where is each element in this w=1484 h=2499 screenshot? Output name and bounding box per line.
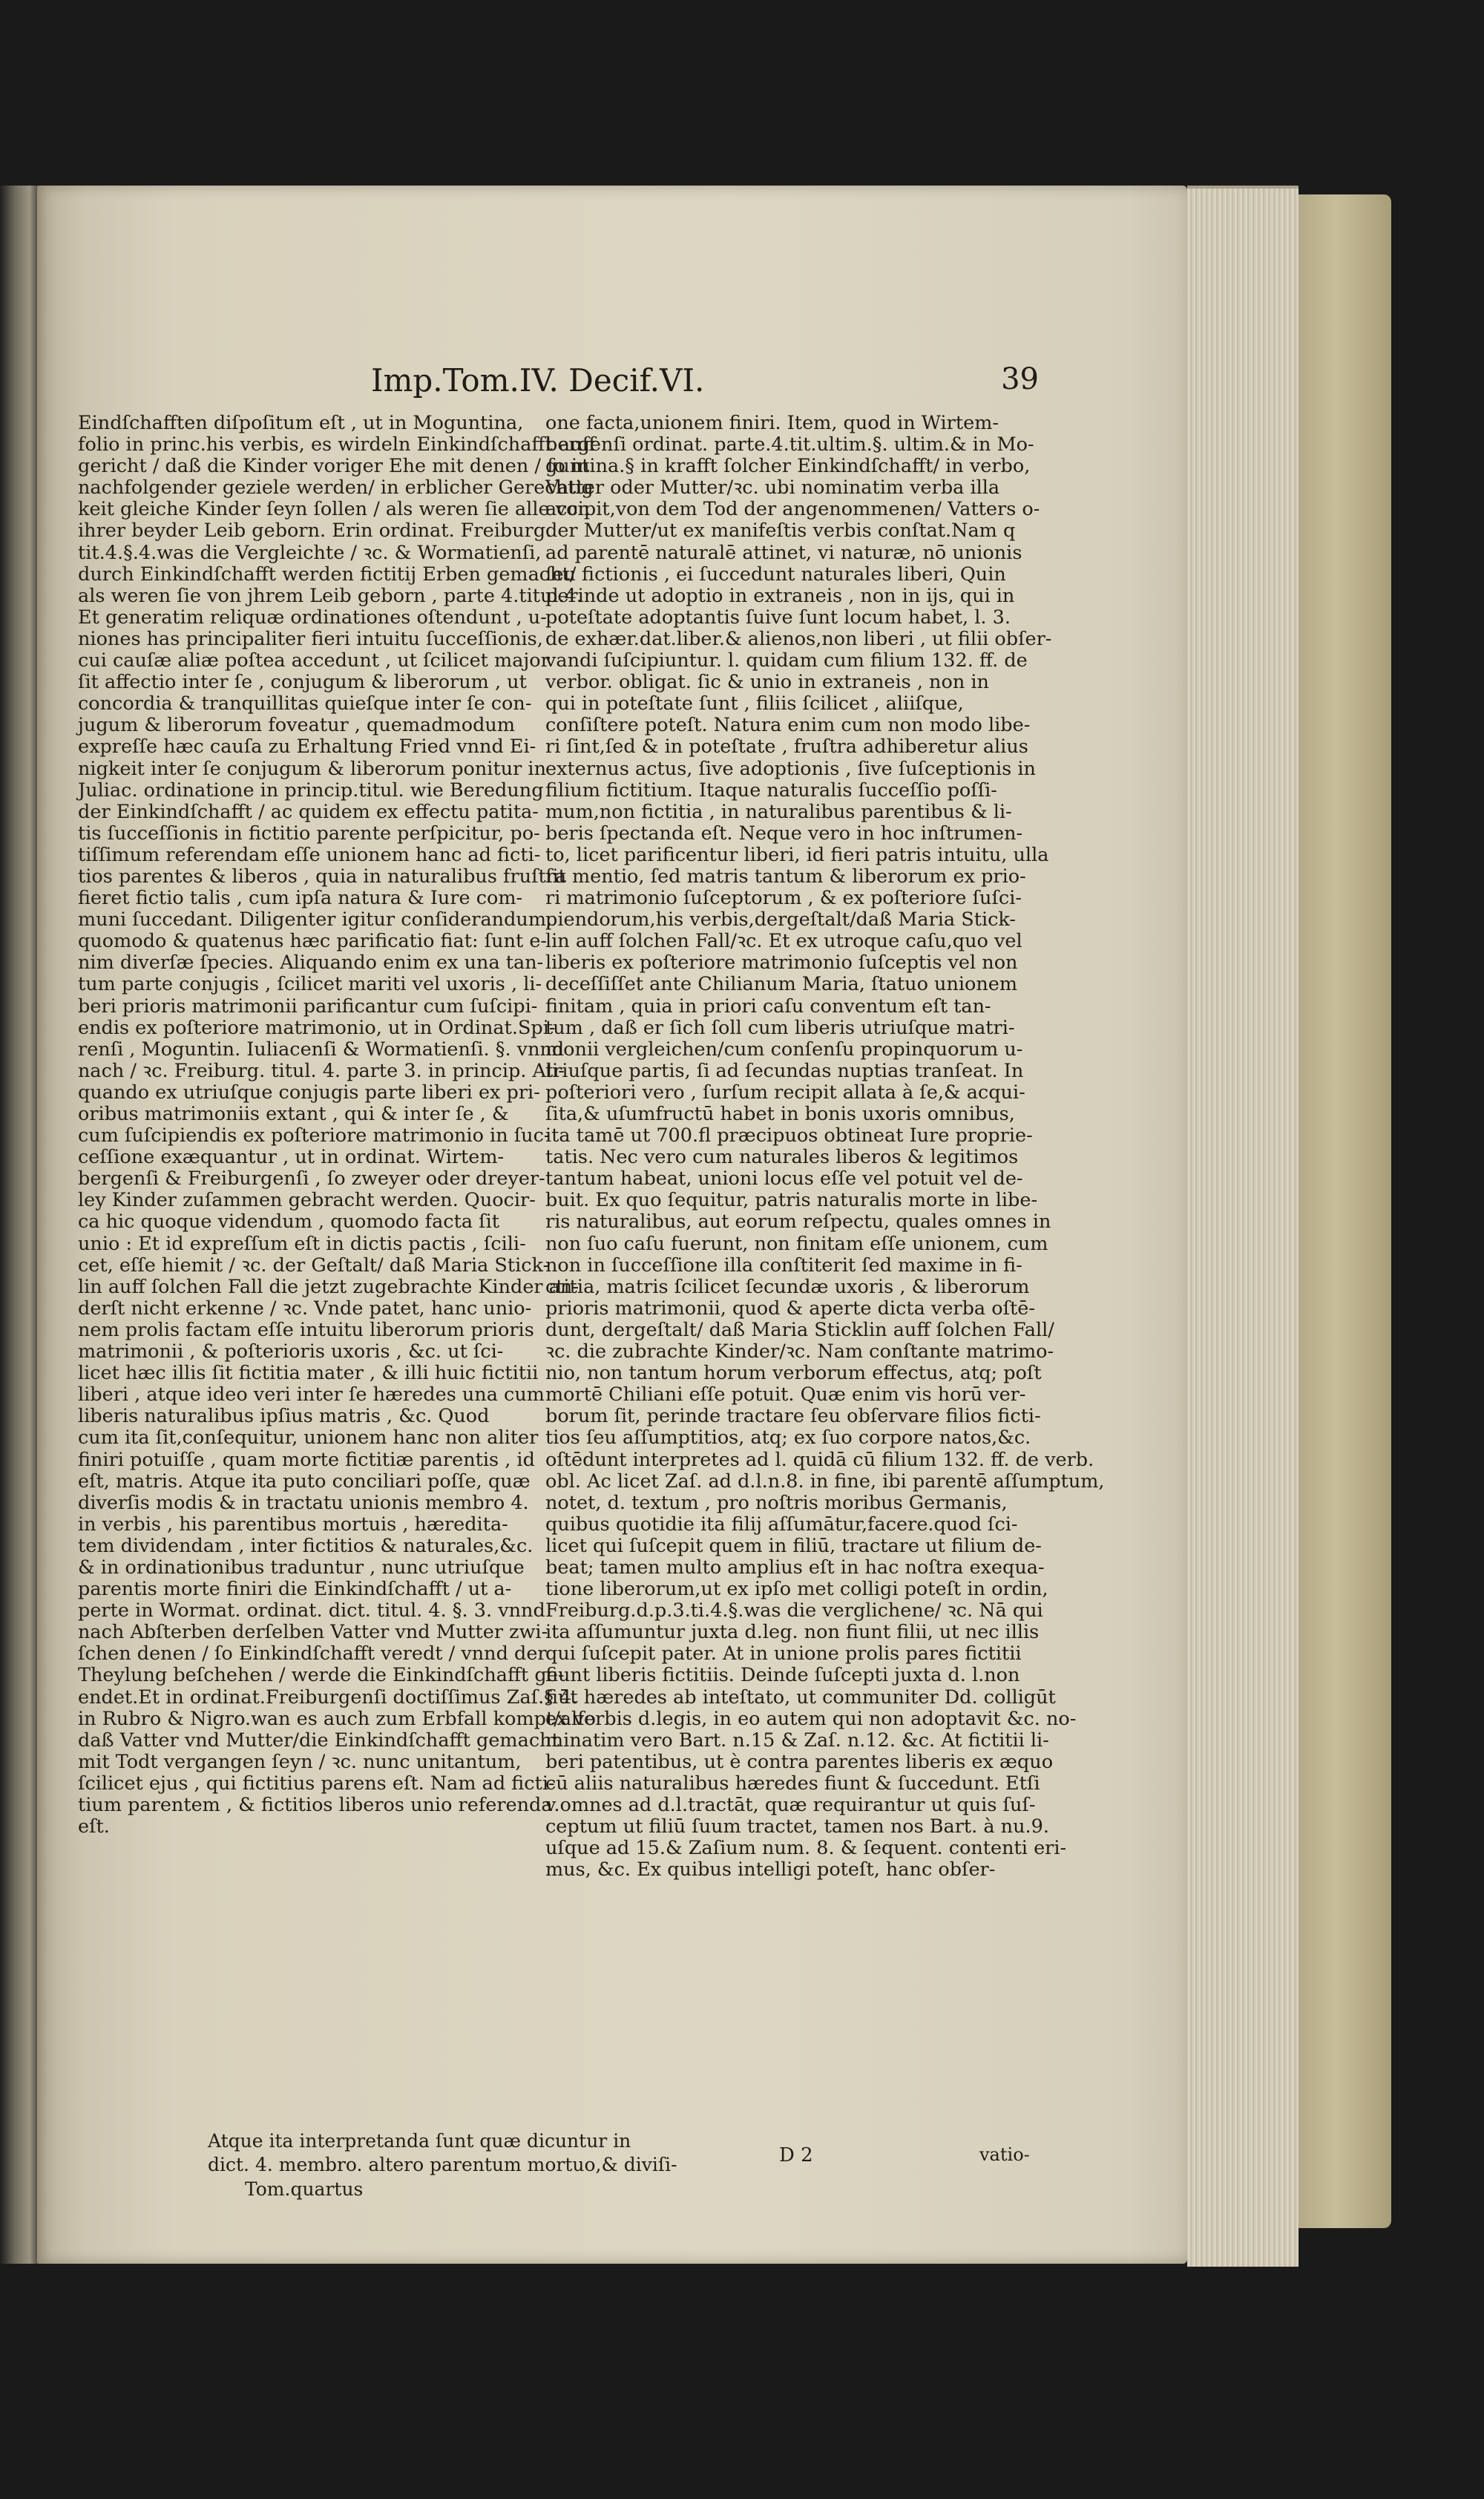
catchword: vatio-	[979, 2144, 1030, 2165]
text-line: als weren ſie von jhrem Leib geborn , parte 4.titul.4.	[78, 584, 583, 607]
text-line: mus, &c. Ex quibus intelligi poteſt, hanc obſer-	[545, 1858, 996, 1881]
text-line: perte in Wormat. ordinat. dict. titul. 4. §. 3. vnnd	[78, 1599, 545, 1622]
text-line: der Einkindſchafft / ac quidem ex effectu patita-	[78, 800, 539, 823]
text-line: cet, eſſe hiemit / ꝛc. der Geſtalt/ daß Maria Stick-	[78, 1254, 550, 1277]
text-line: obl. Ac licet Zaſ. ad d.l.n.8. in fine, ibi parentē aſſumptum,	[545, 1470, 1105, 1493]
text-line: muni ſuccedant. Diligenter igitur conſiderandum,	[78, 908, 553, 931]
text-line: in verbis , his parentibus mortuis , hæredita-	[78, 1513, 508, 1536]
running-head: Imp.Tom.IV. Decif.VI.	[371, 362, 705, 399]
text-line: derſt nicht erkenne / ꝛc. Vnde patet, hanc unio-	[78, 1297, 532, 1320]
text-line: qui ſuſcepit pater. At in unione prolis pares fictitii	[545, 1642, 1022, 1666]
text-line: mit Todt vergangen ſeyn / ꝛc. nunc unitantum,	[78, 1750, 522, 1773]
text-line: beris ſpectanda eſt. Neque vero in hoc inſtrumen-	[545, 822, 1023, 845]
text-line: non in ſucceſſione illa conſtiterit ſed maxime in fi-	[545, 1254, 1022, 1277]
text-line: endis ex poſteriore matrimonio, ut in Ordinat.Spi-	[78, 1016, 556, 1039]
page-block-edge	[1187, 186, 1298, 2267]
text-line: fieret fictio talis , cum ipſa natura & Iure com-	[78, 887, 523, 910]
left-column-footer-line: Atque ita interpretanda ſunt quæ dicuntur in	[208, 2130, 631, 2152]
text-line: ex verbis d.legis, in eo autem qui non adoptavit &c. no-	[545, 1707, 1077, 1730]
text-line: de exhær.dat.liber.& alienos,non liberi , ut filii obſer-	[545, 627, 1052, 650]
right-column	[545, 412, 1105, 1881]
text-line: ceſſione exæquantur , ut in ordinat. Wirtem-	[78, 1146, 505, 1169]
text-line: nach / ꝛc. Freiburg. titul. 4. parte 3. in princip. Ali-	[78, 1059, 565, 1082]
text-line: niones has principaliter fieri intuitu ſucceſſionis,	[78, 627, 543, 650]
text-line: der Mutter/ut ex manifeſtis verbis conſtat.Nam q	[545, 520, 1016, 543]
text-line: Eindſchafften diſpoſitum eſt , ut in Moguntina,	[78, 412, 524, 434]
text-line: nigkeit inter ſe conjugum & liberorum ponitur in	[78, 757, 546, 780]
text-line: quibus quotidie ita filij aſſumātur,facere.quod ſci-	[545, 1513, 1018, 1536]
text-line: perinde ut adoptio in extraneis , non in ijs, qui in	[545, 584, 1015, 607]
text-line: monii vergleichen/cum conſenſu propinquorum u-	[545, 1038, 1023, 1061]
text-line: ihrer beyder Leib geborn. Erin ordinat. Freiburg.	[78, 520, 552, 543]
text-line: borum ſit, perinde tractare ſeu obſervare filios ficti-	[545, 1405, 1041, 1428]
text-line: beat; tamen multo amplius eſt in hac noſtra exequa-	[545, 1556, 1045, 1579]
text-line: v.omnes ad d.l.tractāt, quæ requirantur ut quis ſuſ-	[545, 1794, 1036, 1816]
text-line: concordia & tranquillitas quieſque inter ſe con-	[78, 692, 532, 715]
text-line: vandi ſuſcipiuntur. l. quidam cum filium 132. ff. de	[545, 649, 1028, 672]
text-line: one facta,unionem finiri. Item, quod in Wirtem-	[545, 412, 999, 434]
text-line: triuſque partis, ſi ad ſecundas nuptias tranſeat. In	[545, 1059, 1024, 1082]
text-line: eſt, matris. Atque ita puto conciliari poſſe, quæ	[78, 1470, 531, 1493]
text-line: notet, d. textum , pro noſtris moribus Germanis,	[545, 1491, 1008, 1514]
text-line: uſque ad 15.& Zaſium num. 8. & ſequent. contenti eri-	[545, 1837, 1067, 1860]
left-column	[78, 412, 596, 1838]
left-page-edge	[0, 186, 37, 2264]
text-line: quomodo & quatenus hæc parificatio fiat: ſunt e-	[78, 930, 548, 953]
folio-header	[223, 362, 1039, 407]
text-line: ita tamē ut 700.fl præcipuos obtineat Iure proprie-	[545, 1124, 1033, 1147]
text-line: ris naturalibus, aut eorum reſpectu, quales omnes in	[545, 1211, 1051, 1234]
text-line: tis ſucceſſionis in fictitio parente perſpicitur, po-	[78, 822, 540, 845]
text-line: liberis ex poſteriore matrimonio ſuſceptis vel non	[545, 952, 1018, 975]
signature-mark: D 2	[779, 2144, 813, 2166]
text-line: eſt.	[78, 1815, 110, 1838]
text-line: finitam , quia in priori caſu conventum eſt tan-	[545, 995, 991, 1018]
text-line: tit.4.§.4.was die Vergleichte / ꝛc. & Wormatienſi,	[78, 541, 542, 564]
text-line: daß Vatter vnd Mutter/die Einkindſchafft gemacht	[78, 1729, 559, 1752]
text-line: Et generatim reliquæ ordinationes oſtendunt , u-	[78, 606, 547, 629]
text-line: tum , daß er ſich ſoll cum liberis utriuſque matri-	[545, 1016, 1015, 1039]
text-line: qui in poteſtate ſunt , filiis ſcilicet , aliiſque,	[545, 692, 964, 715]
text-line: ita aſſumuntur juxta d.leg. non fiunt filii, ut nec illis	[545, 1621, 1040, 1644]
text-line: oſtēdunt interpretes ad l. quidā cū filium 132. ff. de verb.	[545, 1448, 1094, 1471]
text-line: diverſis modis & in tractatu unionis membro 4.	[78, 1491, 529, 1514]
text-line: tiſſimum referendam eſſe unionem hanc ad ficti-	[78, 843, 541, 866]
text-line: ley Kinder zuſammen gebracht werden. Quocir-	[78, 1189, 536, 1212]
text-line: tios parentes & liberos , quia in naturalibus fruſtra	[78, 865, 567, 888]
left-column-footer-line-2: dict. 4. membro. altero parentum mortuo,& diviſi-	[208, 2154, 677, 2175]
book-cover-edge	[1298, 194, 1391, 2228]
text-line: cum ſuſcipiendis ex poſteriore matrimonio in ſuc-	[78, 1124, 551, 1147]
text-line: endet.Et in ordinat.Freiburgenſi doctiſſimus Zaſ.§ 4.	[78, 1686, 578, 1709]
text-line: Freiburg.d.p.3.ti.4.§.was die verglichene/ ꝛc. Nā qui	[545, 1599, 1043, 1622]
text-line: quando ex utriuſque conjugis parte liberi ex pri-	[78, 1081, 540, 1104]
text-line: deceſſiſſet ante Chilianum Maria, ſtatuo unionem	[545, 973, 1018, 996]
text-line: to, licet parificentur liberi, id fieri patris intuitu, ulla	[545, 843, 1049, 866]
text-line: gericht / daß die Kinder voriger Ehe mit denen / ſo in	[78, 455, 590, 478]
text-line: piendorum,his verbis,dergeſtalt/daß Maria Stick-	[545, 908, 1017, 931]
text-line: ctitia, matris ſcilicet ſecundæ uxoris , & liberorum	[545, 1275, 1030, 1298]
text-line: guntina.§ in krafft ſolcher Einkindſchafft/ in verbo,	[545, 455, 1031, 478]
text-line: lin auff ſolchen Fall die jetzt zugebrachte Kinder an-	[78, 1275, 579, 1298]
text-line: matrimonii , & poſterioris uxoris , &c. ut ſci-	[78, 1340, 504, 1363]
text-line: ſita,& uſumfructū habet in bonis uxoris omnibus,	[545, 1103, 1015, 1125]
text-line: licet hæc illis ſit fictitia mater , & illi huic fictitii	[78, 1362, 539, 1385]
text-line: expreſſe hæc cauſa zu Erhaltung Fried vnnd Ei-	[78, 736, 536, 759]
text-line: bergenſi & Freiburgenſi , ſo zweyer oder dreyer-	[78, 1167, 545, 1190]
text-line: nachfolgender geziele werden/ in erblicher Gerechtig	[78, 476, 594, 500]
text-line: beri prioris matrimonii parificantur cum ſuſcipi-	[78, 995, 538, 1018]
text-line: ri ſint,ſed & in poteſtate , fruſtra adhiberetur alius	[545, 736, 1028, 759]
text-line: ꝛc. die zubrachte Kinder/ꝛc. Nam conſtante matrimo-	[545, 1340, 1054, 1363]
text-line: parentis morte finiri die Einkindſchafft / ut a-	[78, 1578, 512, 1601]
text-line: conſiſtere poteſt. Natura enim cum non modo libe-	[545, 714, 1031, 737]
text-line: lin auff ſolchen Fall/ꝛc. Et ex utroque caſu,quo vel	[545, 930, 1022, 953]
text-line: oribus matrimoniis extant , qui & inter ſe , &	[78, 1103, 509, 1125]
text-line: ri matrimonio ſuſceptorum , & ex poſteriore ſuſci-	[545, 887, 1022, 910]
text-line: ſit mentio, ſed matris tantum & liberorum ex prio-	[545, 865, 1026, 888]
text-line: buit. Ex quo ſequitur, patris naturalis morte in libe-	[545, 1189, 1038, 1212]
text-line: mortē Chiliani eſſe potuit. Quæ enim vis horū ver-	[545, 1383, 1026, 1406]
text-line: cum ita ſit,conſequitur, unionem hanc non aliter	[78, 1427, 539, 1450]
text-line: liberi , atque ideo veri inter ſe hæredes una cum	[78, 1383, 545, 1406]
text-line: non ſuo caſu fuerunt, non finitam eſſe unionem, cum	[545, 1232, 1048, 1255]
text-line: beri patentibus, ut è contra parentes liberis ex æquo	[545, 1750, 1054, 1773]
text-line: Theylung beſchehen / werde die Einkindſchafft ge-	[78, 1664, 565, 1687]
text-line: ſeu fictionis , ei ſuccedunt naturales liberi, Quin	[545, 563, 1006, 586]
text-line: folio in princ.his verbis, es wirdeln Einkindſchafft auff	[78, 433, 596, 456]
text-line: ſchen denen / ſo Einkindſchafft veredt / vnnd der	[78, 1642, 547, 1666]
text-line: & in ordinationibus traduntur , nunc utriuſque	[78, 1556, 525, 1579]
text-line: Vatter oder Mutter/ꝛc. ubi nominatim verba illa	[545, 476, 1000, 500]
text-line: mum,non fictitia , in naturalibus parentibus & li-	[545, 800, 1012, 823]
text-line: cū aliis naturalibus hæredes fiunt & ſuccedunt. Etſi	[545, 1772, 1040, 1795]
text-line: in Rubro & Nigro.wan es auch zum Erbfall kompt/alſo	[78, 1707, 596, 1730]
text-line: verbor. obligat. ſic & unio in extraneis , non in	[545, 671, 989, 694]
text-line: nio, non tantum horum verborum effectus, atq; poſt	[545, 1362, 1042, 1385]
text-line: unio : Et id expreſſum eſt in dictis pactis , ſcili-	[78, 1232, 526, 1255]
text-line: durch Einkindſchafft werden fictitij Erben gemacht/	[78, 563, 577, 586]
text-line: poſteriori vero , ſurſum recipit allata à ſe,& acqui-	[545, 1081, 1025, 1104]
text-line: renſi , Moguntin. Iuliacenſi & Wormatienſi. §. vnnd	[78, 1038, 565, 1061]
text-line: bergenſi ordinat. parte.4.tit.ultim.§. ultim.& in Mo-	[545, 433, 1034, 456]
text-line: tum parte conjugis , ſcilicet mariti vel uxoris , li-	[78, 973, 542, 996]
text-line: licet qui ſuſcepit quem in filiū, tractare ut filium de-	[545, 1534, 1042, 1557]
text-line: fiunt liberis fictitiis. Deinde ſuſcepti juxta d. l.non	[545, 1664, 1020, 1687]
text-line: tium parentem , & fictitios liberos unio referenda	[78, 1794, 553, 1816]
text-line: ceptum ut filiū ſuum tractet, tamen nos Bart. à nu.9.	[545, 1815, 1049, 1838]
text-line: tantum habeat, unioni locus eſſe vel potuit vel de-	[545, 1167, 1023, 1190]
text-line: cui cauſæ aliæ poſtea accedunt , ut ſcilicet major	[78, 649, 550, 672]
text-line: nem prolis factam eſſe intuitu liberorum prioris	[78, 1318, 534, 1341]
text-line: prioris matrimonii, quod & aperte dicta verba oſtē-	[545, 1297, 1035, 1320]
text-line: nach Abſterben derſelben Vatter vnd Mutter zwi-	[78, 1621, 548, 1644]
text-line: accipit,von dem Tod der angenommenen/ Vatters o-	[545, 498, 1040, 521]
left-catchword: Tom.quartus	[245, 2178, 364, 2200]
text-line: finiri potuiſſe , quam morte fictitiæ parentis , id	[78, 1448, 535, 1471]
text-line: minatim vero Bart. n.15 & Zaſ. n.12. &c. At fictitii li-	[545, 1729, 1049, 1752]
text-line: ca hic quoque videndum , quomodo facta ſit	[78, 1211, 499, 1234]
text-line: poteſtate adoptantis ſuive ſunt locum habet, l. 3.	[545, 606, 1011, 629]
text-line: ad parentē naturalē attinet, vi naturæ, nō unionis	[545, 541, 1022, 564]
text-line: fiūt hæredes ab inteſtato, ut communiter Dd. colligūt	[545, 1686, 1056, 1709]
text-line: externus actus, ſive adoptionis , ſive ſuſceptionis in	[545, 757, 1036, 780]
text-line: jugum & liberorum foveatur , quemadmodum	[78, 714, 516, 737]
text-line: tem dividendam , inter fictitios & naturales,&c.	[78, 1534, 533, 1557]
page-number: 39	[1001, 362, 1039, 396]
text-line: keit gleiche Kinder ſeyn ſollen / als weren ſie alle von	[78, 498, 590, 521]
text-line: ſit affectio inter ſe , conjugum & liberorum , ut	[78, 671, 527, 694]
text-line: ſcilicet ejus , qui fictitius parens eſt. Nam ad ficti-	[78, 1772, 555, 1795]
text-line: tione liberorum,ut ex ipſo met colligi poteſt in ordin,	[545, 1578, 1048, 1601]
text-line: dunt, dergeſtalt/ daß Maria Sticklin auff ſolchen Fall/	[545, 1318, 1054, 1341]
text-line: Juliac. ordinatione in princip.titul. wie Beredung	[78, 779, 544, 802]
text-line: tios ſeu aſſumptitios, atq; ex ſuo corpore natos,&c.	[545, 1427, 1031, 1450]
text-line: nim diverſæ ſpecies. Aliquando enim ex una tan-	[78, 952, 544, 975]
text-line: tatis. Nec vero cum naturales liberos & legitimos	[545, 1146, 1019, 1169]
text-line: filium fictitium. Itaque naturalis ſucceſſio poſſi-	[545, 779, 997, 802]
text-line: liberis naturalibus ipſius matris , &c. Quod	[78, 1405, 490, 1428]
